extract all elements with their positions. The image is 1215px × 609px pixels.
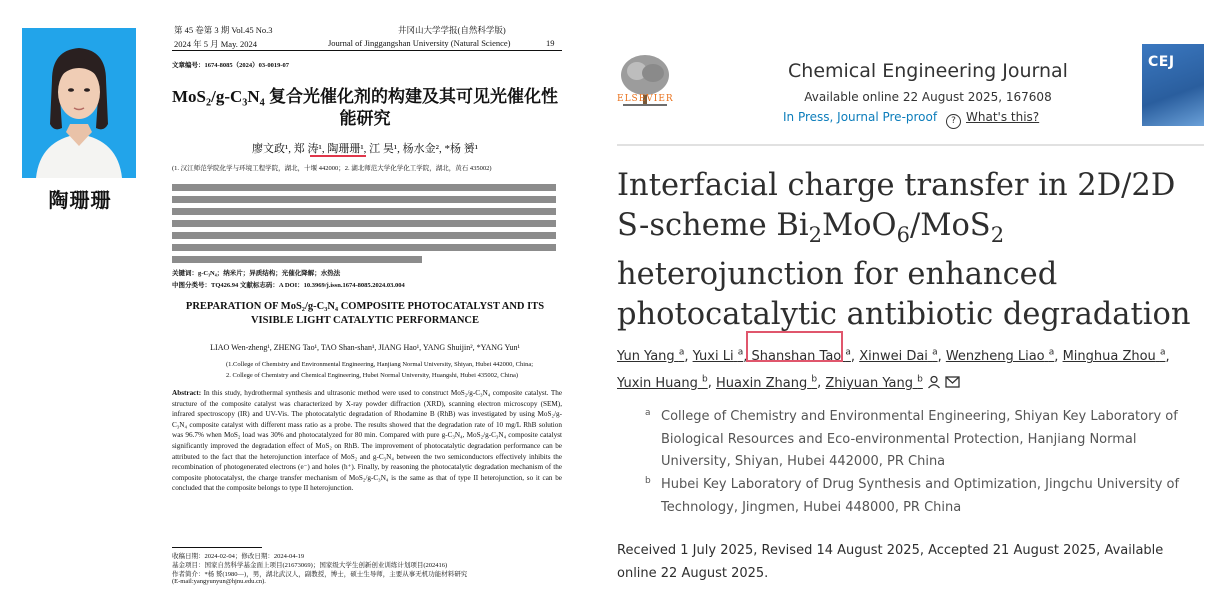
- paper-footnote-4: (E-mail:yangyunyun@hjnu.edu.cn).: [172, 578, 266, 585]
- person-icon[interactable]: [927, 375, 941, 389]
- journal-title-link[interactable]: Chemical Engineering Journal: [788, 60, 1068, 82]
- paper-footnote-1: 收稿日期：2024-02-04；修改日期：2024-04-19: [172, 553, 305, 560]
- paper-class-no: 中图分类号：TQ426.94 文献标志码：A DOI：10.3969/j.issn.1674-8085.2024.03.004: [172, 282, 405, 289]
- author-list: Yun Yang $^a$, Yuxi Li $^a$, Shanshan Tao $^a$, Xinwei Dai $^a$, Wenzheng Liao $^a$, Minghua Zhou $^a$, Yuxin Huang $^b$, Huaxin Zhang $^b$, Zhiyuan Yang $^b$: [617, 348, 1170, 391]
- author-link[interactable]: Zhiyuan Yang $^b$: [825, 374, 923, 391]
- paper-abstract-text: In this study, hydrothermal synthesis and ultrasonic method were used to construct MoS₂/g-C₃N₄ composite catalyst. The structure of the composite catalyst was characterized by X-ray powder diffraction (XRD), scanning electron microscopy (SEM), infrared spectroscopy (IR) and UV-Vis. The photocatalytic degradation of Rhodamine B (RhB) was investigated by using MoS₂/g-C₃N₄ composite catalyst with different mass ratio as a probe. The results showed that the degradation rate of 10 mg/L RhB solution was 96.7% when MoS₂ load was 30% and photocatalyzed for 80 min. Compared with pure g-C₃N₄, MoS₂/g-C₃N₄ composite catalyst significantly improved the degradation effect of MoS₂ on RhB. The improvement of photocatalytic degradation performance can be attributed to the fact that the heterojunction interface of MoS₂ and g-C₃N₄ between the two semiconductors effectively inhibits the recombination of photogenerated electrons (e⁻) and holes (h⁺). Finally, by reasoning the photocatalytic degradation mechanism of the composite photocatalyst, the charge transfer mechanism of MoS₂/g-C₃N₄ is the same as that of type II heterojunction, so it can be concluded that the composite belongs to type II heterojunction.: [172, 389, 563, 493]
- affiliation-b: b Hubei Key Laboratory of Drug Synthesis and Optimization, Jingchu University of Technology, Jingmen, Hubei 448000, PR China: [645, 476, 1180, 515]
- journal-cover-thumbnail[interactable]: [1142, 44, 1204, 126]
- article-title: Interfacial charge transfer in 2D/2D S-scheme $Bi_2MoO_6/MoS_2$ heterojunction for enhanced photocatalytic antibiotic degradation: [617, 168, 1191, 332]
- person-portrait-image: [22, 28, 136, 178]
- paper-keywords: 关键词：g-C₃N₄；纳米片；异质结构；光催化降解；水热法: [172, 270, 341, 277]
- paper-title-en: PREPARATION OF MoS₂/g-C₃N₄ COMPOSITE PHOTOCATALYST AND ITS VISIBLE LIGHT CATALYTIC PERFORMANCE: [185, 301, 545, 326]
- whats-this-label: What's this?: [966, 110, 1040, 124]
- paper-page-number: 19: [546, 38, 555, 48]
- author-link[interactable]: Yuxin Huang $^b$: [617, 374, 708, 391]
- author-highlight-box: [746, 331, 843, 362]
- paper-article-no: 文章编号：1674-8085（2024）03-0019-07: [172, 62, 289, 69]
- in-press-link[interactable]: In Press, Journal Pre-proof: [783, 110, 938, 124]
- author-link[interactable]: Minghua Zhou $^a$: [1062, 348, 1166, 365]
- journal-article-page: [603, 18, 1215, 609]
- paper-authors-en: LIAO Wen-zheng¹, ZHENG Tao¹, TAO Shan-shan¹, JIANG Hao¹, YANG Shuijin², *YANG Yun¹: [210, 343, 520, 352]
- paper-affiliation-cn: (1. 汉江师范学院化学与环境工程学院，湖北，十堰 442000；2. 湖北师范大学化学化工学院，湖北，黄石 435002): [172, 165, 492, 172]
- affiliation-a: a College of Chemistry and Environmental Engineering, Shiyan Key Laboratory of Biological Resources and Eco-environmental Protection, Hanjiang Normal University, Shiyan, Hubei 442000, PR China: [645, 408, 1178, 469]
- paper-abstract-label: Abstract:: [172, 389, 202, 397]
- whats-this-link[interactable]: [946, 110, 1039, 129]
- question-circle-icon: ?: [946, 114, 961, 129]
- paper-footnote-rule: [172, 547, 262, 548]
- profile-photo: [22, 28, 136, 178]
- author-link[interactable]: Yuxi Li $^a$: [692, 348, 744, 365]
- author-link[interactable]: Huaxin Zhang $^b$: [715, 374, 818, 391]
- paper-journal-cn: 井冈山大学学报(自然科学版): [398, 25, 506, 35]
- paper-authors-cn: 廖文政¹, 郑 涛¹, 陶珊珊¹, 江 昊¹, 杨水金², *杨 赟¹: [251, 143, 479, 155]
- publisher-name: ELSEVIER: [617, 94, 674, 104]
- header-divider: [617, 144, 1204, 146]
- paper-affiliation-en-1: (1.College of Chemistry and Environmental Engineering, Hanjiang Normal University, Shiyan, Hubei 442000, China;: [226, 361, 534, 368]
- received-dates: Received 1 July 2025, Revised 14 August 2025, Accepted 21 August 2025, Available online 22 August 2025.: [617, 543, 1164, 581]
- paper-footnote-2: 基金项目：国家自然科学基金面上项目(21673069)；国家级大学生创新创业训练计划项目(202416): [172, 562, 448, 569]
- paper-abstract-en: [172, 388, 562, 494]
- cover-label: CEJ: [1148, 54, 1175, 70]
- chinese-paper-page: [168, 18, 562, 603]
- author-link[interactable]: Xinwei Dai $^a$: [859, 348, 938, 365]
- paper-header-rule: [172, 50, 562, 51]
- paper-journal-en: Journal of Jinggangshan University (Natural Science): [328, 38, 511, 48]
- paper-date: 2024 年 5 月 May. 2024: [174, 39, 258, 49]
- author-highlight-underline: [310, 155, 366, 157]
- paper-title-cn: MoS₂/g-C₃N₄ 复合光催化剂的构建及其可见光催化性能研究: [172, 87, 558, 128]
- paper-volume: 第 45 卷第 3 期 Vol.45 No.3: [174, 25, 273, 35]
- availability-line: Available online 22 August 2025, 167608: [804, 90, 1052, 104]
- author-link[interactable]: Wenzheng Liao $^a$: [945, 348, 1055, 365]
- paper-affiliation-en-2: 2. College of Chemistry and Chemical Engineering, Hubei Normal University, Huangshi, Hubei 435002, China): [226, 372, 519, 379]
- paper-footnote-3: 作者简介：*杨 赟(1980—)，男，湖北武汉人，副教授，博士，硕士生导师，主要从事无机功能材料研究: [172, 571, 468, 578]
- elsevier-tree-logo[interactable]: [617, 40, 673, 122]
- person-name: 陶珊珊: [48, 188, 112, 212]
- email-icon[interactable]: [945, 376, 960, 388]
- author-link-highlighted[interactable]: Shanshan Tao $^a$: [751, 348, 851, 365]
- author-link[interactable]: Yun Yang $^a$: [617, 348, 685, 365]
